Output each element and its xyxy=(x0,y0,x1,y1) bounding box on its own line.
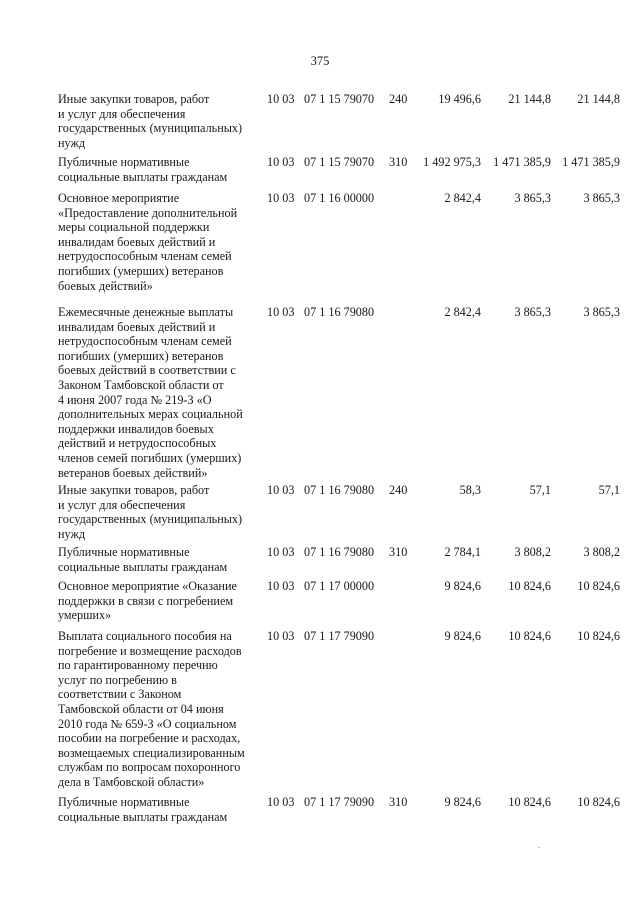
amount-year-1: 19 496,6 xyxy=(438,92,481,106)
description-line: 2010 года № 659-З «О социальном xyxy=(58,716,237,731)
description-line: нетрудоспособным членам семей xyxy=(58,249,232,264)
amount-year-2: 1 471 385,9 xyxy=(493,155,551,169)
row-description xyxy=(58,629,263,790)
target-article-code: 07 1 17 79090 xyxy=(304,795,375,809)
amount-year-3: 3 865,3 xyxy=(583,191,620,205)
description-line: Иные закупки товаров, работ xyxy=(58,92,210,106)
amount-year-2: 3 865,3 xyxy=(514,191,551,205)
description-line: социальные выплаты гражданам xyxy=(58,169,228,184)
amount-year-3: 3 808,2 xyxy=(583,545,620,559)
target-article-code: 07 1 15 79070 xyxy=(304,155,375,169)
description-line: инвалидам боевых действий и xyxy=(58,234,216,249)
description-line: Выплата социального пособия на xyxy=(58,629,232,643)
amount-year-1: 2 784,1 xyxy=(444,545,481,559)
description-line: пособии на погребение и расходах, xyxy=(58,731,241,746)
description-line: Основное мероприятие xyxy=(58,191,180,205)
row-description xyxy=(58,155,263,184)
row-description xyxy=(58,579,263,623)
description-line: поддержки инвалидов боевых xyxy=(58,421,214,436)
row-description xyxy=(58,305,263,480)
description-line: 4 июня 2007 года № 219-З «О xyxy=(58,392,212,407)
section-code: 10 03 xyxy=(267,155,295,169)
description-line: боевых действий в соответствии с xyxy=(58,363,236,378)
amount-year-3: 21 144,8 xyxy=(577,92,620,106)
section-code: 10 03 xyxy=(267,92,295,106)
description-line: Публичные нормативные xyxy=(58,795,190,809)
amount-year-1: 9 824,6 xyxy=(444,795,481,809)
amount-year-3: 3 865,3 xyxy=(583,305,620,319)
amount-year-2: 10 824,6 xyxy=(508,579,551,593)
amount-year-3: 10 824,6 xyxy=(577,579,620,593)
description-line: ветеранов боевых действий» xyxy=(58,465,208,480)
amount-year-1: 2 842,4 xyxy=(444,191,481,205)
target-article-code: 07 1 16 79080 xyxy=(304,545,375,559)
target-article-code: 07 1 17 00000 xyxy=(304,579,375,593)
amount-year-1: 2 842,4 xyxy=(444,305,481,319)
amount-year-1: 9 824,6 xyxy=(444,579,481,593)
target-article-code: 07 1 16 00000 xyxy=(304,191,375,205)
description-line: погребение и возмещение расходов xyxy=(58,643,242,658)
description-line: дела в Тамбовской области» xyxy=(58,774,205,789)
description-line: Публичные нормативные xyxy=(58,155,190,169)
description-line: дополнительных мерах социальной xyxy=(58,407,243,422)
description-line: государственных (муниципальных) xyxy=(58,121,243,136)
description-line: нужд xyxy=(58,135,86,150)
expense-type-code: 240 xyxy=(389,92,408,106)
description-line: меры социальной поддержки xyxy=(58,220,210,235)
amount-year-2: 21 144,8 xyxy=(508,92,551,106)
description-line: Законом Тамбовской области от xyxy=(58,377,224,392)
description-line: членов семей погибших (умерших) xyxy=(58,450,242,465)
description-line: Основное мероприятие «Оказание xyxy=(58,579,237,593)
amount-year-3: 57,1 xyxy=(598,483,620,497)
description-line: нужд xyxy=(58,526,86,541)
amount-year-1: 1 492 975,3 xyxy=(423,155,481,169)
description-line: погибших (умерших) ветеранов xyxy=(58,348,224,363)
target-article-code: 07 1 17 79090 xyxy=(304,629,375,643)
expense-type-code: 310 xyxy=(389,795,408,809)
description-line: Тамбовской области от 04 июня xyxy=(58,701,224,716)
row-description xyxy=(58,92,263,150)
section-code: 10 03 xyxy=(267,629,295,643)
description-line: Ежемесячные денежные выплаты xyxy=(58,305,234,319)
description-line: нетрудоспособным членам семей xyxy=(58,334,232,349)
row-description xyxy=(58,545,263,574)
amount-year-1: 58,3 xyxy=(459,483,481,497)
description-line: Публичные нормативные xyxy=(58,545,190,559)
description-line: боевых действий» xyxy=(58,278,153,293)
amount-year-2: 10 824,6 xyxy=(508,629,551,643)
section-code: 10 03 xyxy=(267,305,295,319)
amount-year-2: 57,1 xyxy=(529,483,551,497)
section-code: 10 03 xyxy=(267,579,295,593)
description-line: государственных (муниципальных) xyxy=(58,512,243,527)
expense-type-code: 310 xyxy=(389,545,408,559)
description-line: поддержки в связи с погребением xyxy=(58,593,234,608)
description-line: социальные выплаты гражданам xyxy=(58,559,228,574)
row-description xyxy=(58,795,263,824)
amount-year-2: 3 865,3 xyxy=(514,305,551,319)
section-code: 10 03 xyxy=(267,483,295,497)
amount-year-1: 9 824,6 xyxy=(444,629,481,643)
description-line: соответствии с Законом xyxy=(58,687,182,702)
description-line: умерших» xyxy=(58,608,112,623)
description-line: услуг по погребению в xyxy=(58,672,177,687)
amount-year-3: 10 824,6 xyxy=(577,795,620,809)
scan-speck xyxy=(538,847,540,848)
expense-type-code: 310 xyxy=(389,155,408,169)
target-article-code: 07 1 16 79080 xyxy=(304,483,375,497)
description-line: Иные закупки товаров, работ xyxy=(58,483,210,497)
description-line: «Предоставление дополнительной xyxy=(58,205,238,220)
expense-type-code: 240 xyxy=(389,483,408,497)
description-line: возмещаемых специализированным xyxy=(58,745,245,760)
description-line: инвалидам боевых действий и xyxy=(58,319,216,334)
row-description xyxy=(58,191,263,293)
section-code: 10 03 xyxy=(267,795,295,809)
description-line: по гарантированному перечню xyxy=(58,658,218,673)
section-code: 10 03 xyxy=(267,545,295,559)
amount-year-2: 10 824,6 xyxy=(508,795,551,809)
description-line: социальные выплаты гражданам xyxy=(58,809,228,824)
section-code: 10 03 xyxy=(267,191,295,205)
description-line: и услуг для обеспечения xyxy=(58,106,186,121)
description-line: службам по вопросам похоронного xyxy=(58,760,241,775)
amount-year-2: 3 808,2 xyxy=(514,545,551,559)
target-article-code: 07 1 16 79080 xyxy=(304,305,375,319)
description-line: и услуг для обеспечения xyxy=(58,497,186,512)
amount-year-3: 1 471 385,9 xyxy=(562,155,620,169)
amount-year-3: 10 824,6 xyxy=(577,629,620,643)
description-line: погибших (умерших) ветеранов xyxy=(58,263,224,278)
target-article-code: 07 1 15 79070 xyxy=(304,92,375,106)
description-line: действий и нетрудоспособных xyxy=(58,436,217,451)
row-description xyxy=(58,483,263,541)
page-number: 375 xyxy=(310,54,330,68)
